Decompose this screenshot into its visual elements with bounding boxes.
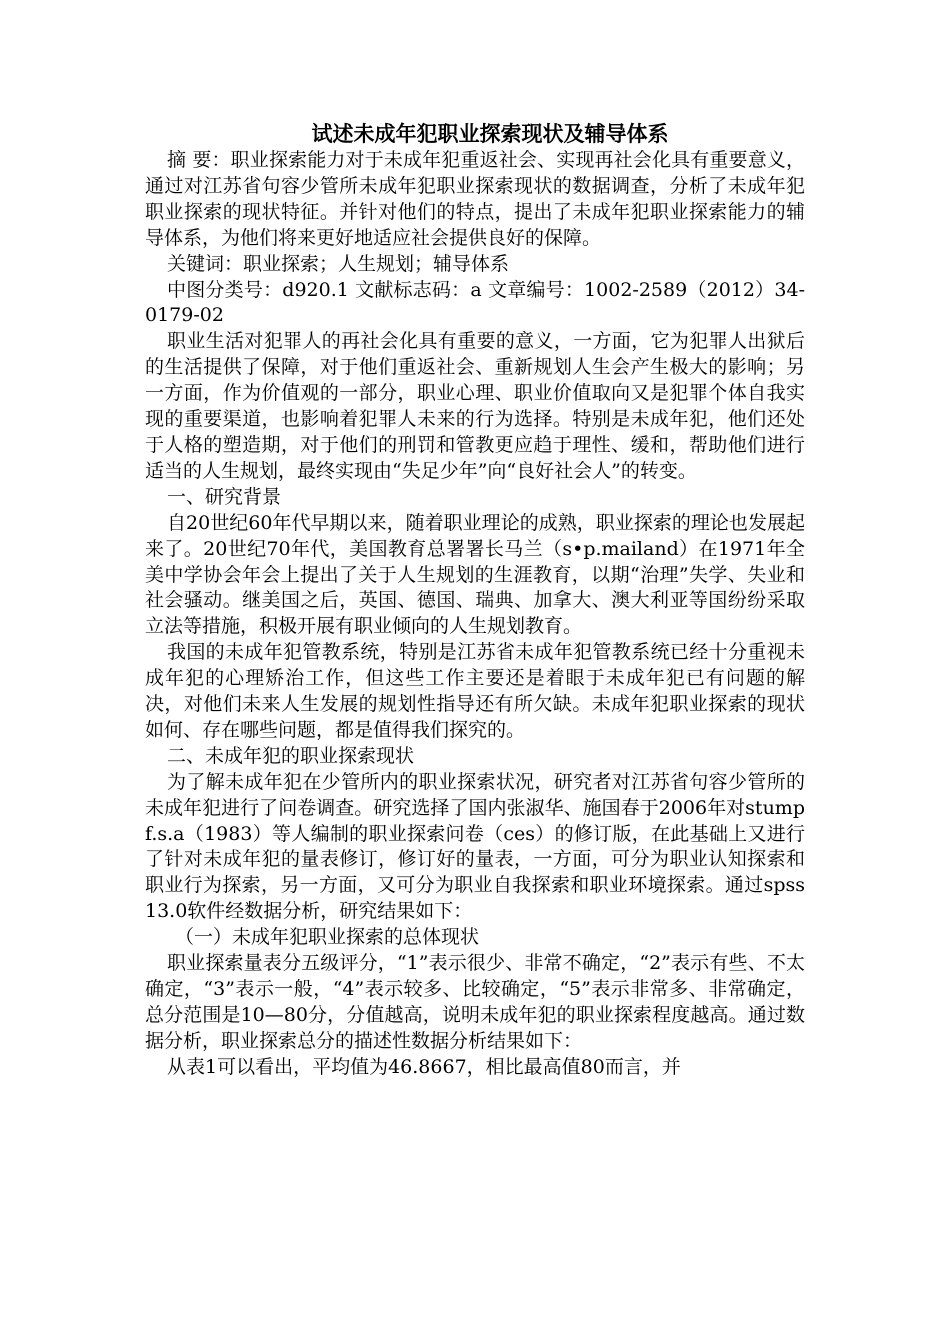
classification-line: 中图分类号：d920.1 文献标志码：a 文章编号：1002-2589（2012）34-0179-02 <box>145 278 805 327</box>
article-title: 试述未成年犯职业探索现状及辅导体系 <box>311 122 669 146</box>
overall-paragraph-1: 职业探索量表分五级评分，“1”表示很少、非常不确定，“2”表示有些、不太确定，“3”表示一般，“4”表示较多、比较确定，“5”表示非常多、非常确定，总分范围是10—80分，分值越高，说明未成年犯的职业探索程度越高。通过数据分析，职业探索总分的描述性数据分析结果如下： <box>145 952 805 1052</box>
section-heading-status: 二、未成年犯的职业探索现状 <box>167 744 415 767</box>
subsection-heading-overall: （一）未成年犯职业探索的总体现状 <box>175 926 480 949</box>
overall-paragraph-2: 从表1可以看出，平均值为46.8667，相比最高值80而言，并 <box>167 1055 681 1078</box>
abstract-paragraph: 摘 要：职业探索能力对于未成年犯重返社会、实现再社会化具有重要意义，通过对江苏省句容少管所未成年犯职业探索现状的数据调查，分析了未成年犯职业探索的现状特征。并针对他们的特点，提出了未成年犯职业探索能力的辅导体系，为他们将来更好地适应社会提供良好的保障。 <box>145 149 805 249</box>
background-paragraph-2: 我国的未成年犯管教系统，特别是江苏省未成年犯管教系统已经十分重视未成年犯的心理矫治工作，但这些工作主要还是着眼于未成年犯已有问题的解决，对他们未来人生发展的规划性指导还有所欠缺。未成年犯职业探索的现状如何、存在哪些问题，都是值得我们探究的。 <box>145 641 805 741</box>
document-page <box>145 120 805 1081</box>
intro-paragraph: 职业生活对犯罪人的再社会化具有重要的意义，一方面，它为犯罪人出狱后的生活提供了保障，对于他们重返社会、重新规划人生会产生极大的影响；另一方面，作为价值观的一部分，职业心理、职业价值取向又是犯罪个体自我实现的重要渠道，也影响着犯罪人未来的行为选择。特别是未成年犯，他们还处于人格的塑造期，对于他们的刑罚和管教更应趋于理性、缓和，帮助他们进行适当的人生规划，最终实现由“失足少年”向“良好社会人”的转变。 <box>145 330 805 482</box>
section-heading-background: 一、研究背景 <box>167 485 282 508</box>
status-paragraph-1: 为了解未成年犯在少管所内的职业探索状况，研究者对江苏省句容少管所的未成年犯进行了问卷调查。研究选择了国内张淑华、施国春于2006年对stumpf.s.a（1983）等人编制的职业探索问卷（ces）的修订版，在此基础上又进行了针对未成年犯的量表修订，修订好的量表，一方面，可分为职业认知探索和职业行为探索，另一方面，又可分为职业自我探索和职业环境探索。通过spss13.0软件经数据分析，研究结果如下： <box>145 770 805 923</box>
background-paragraph-1: 自20世纪60年代早期以来，随着职业理论的成熟，职业探索的理论也发展起来了。20世纪70年代，美国教育总署署长马兰（s•p.mailand）在1971年全美中学协会年会上提出了关于人生规划的生涯教育，以期“治理”失学、失业和社会骚动。继美国之后，英国、德国、瑞典、加拿大、澳大利亚等国纷纷采取立法等措施，积极开展有职业倾向的人生规划教育。 <box>145 511 805 638</box>
keywords-line: 关键词：职业探索；人生规划；辅导体系 <box>167 252 510 275</box>
